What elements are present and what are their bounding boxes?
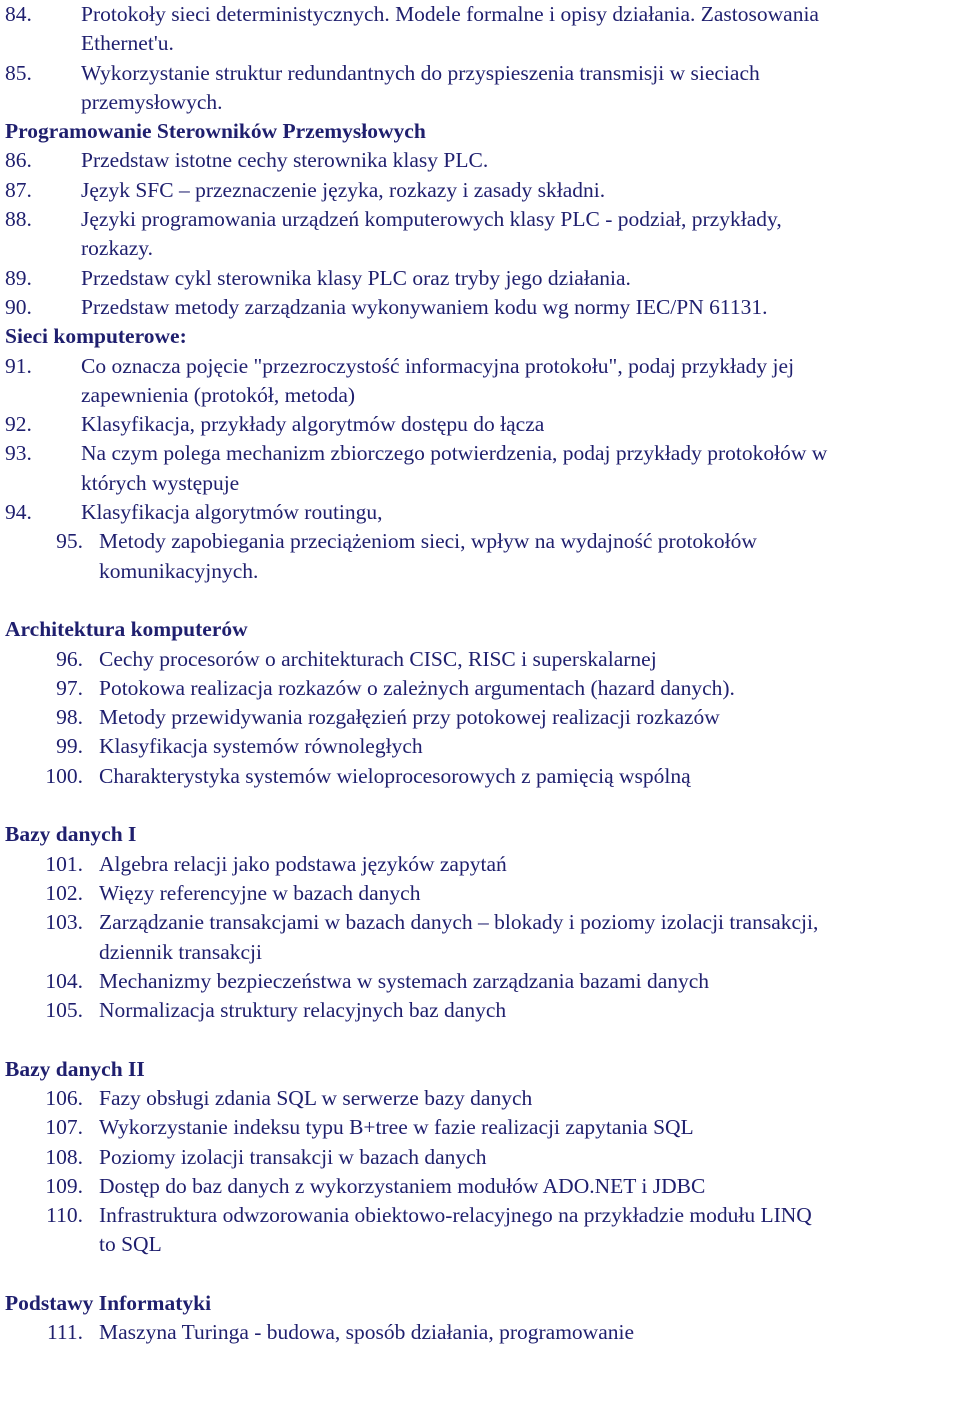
question-text: Protokoły sieci deterministycznych. Modele formalne i opisy działania. Zastosowania bbox=[81, 2, 819, 26]
question-item bbox=[0, 967, 960, 996]
question-text: Na czym polega mechanizm zbiorczego potwierdzenia, podaj przykłady protokołów w bbox=[81, 441, 828, 466]
question-item-continuation bbox=[0, 557, 960, 586]
question-text: Algebra relacji jako podstawa języków zapytań bbox=[99, 851, 507, 876]
question-text: Klasyfikacja, przykłady algorytmów dostępu do łącza bbox=[81, 412, 545, 437]
question-text: Maszyna Turinga - budowa, sposób działania, programowanie bbox=[99, 1320, 635, 1345]
section-spacer bbox=[0, 791, 960, 820]
question-item-continuation bbox=[0, 938, 960, 967]
question-number: 98. bbox=[56, 705, 83, 730]
question-text: to SQL bbox=[99, 1232, 162, 1257]
question-item bbox=[0, 176, 960, 205]
question-number: 93. bbox=[5, 441, 32, 466]
question-text: Fazy obsługi zdania SQL w serwerze bazy danych bbox=[99, 1085, 533, 1110]
section-heading: Architektura komputerów bbox=[5, 617, 248, 642]
question-item bbox=[0, 264, 960, 293]
question-text: Infrastruktura odwzorowania obiektowo-relacyjnego na przykładzie modułu LINQ bbox=[99, 1203, 812, 1228]
question-number: 103. bbox=[45, 910, 83, 935]
question-item-continuation bbox=[0, 29, 960, 58]
question-number: 92. bbox=[5, 412, 32, 437]
question-text: Wykorzystanie indeksu typu B+tree w fazie realizacji zapytania SQL bbox=[99, 1115, 694, 1140]
question-number: 109. bbox=[45, 1173, 83, 1198]
question-text: Klasyfikacja systemów równoległych bbox=[99, 734, 423, 759]
question-text: Języki programowania urządzeń komputerowych klasy PLC - podział, przykłady, bbox=[81, 207, 782, 232]
question-text: Potokowa realizacja rozkazów o zależnych argumentach (hazard danych). bbox=[99, 675, 735, 700]
question-number: 95. bbox=[56, 529, 83, 554]
question-item bbox=[0, 146, 960, 175]
question-text: zapewnienia (protokół, metoda) bbox=[81, 382, 356, 407]
question-item bbox=[0, 498, 960, 527]
question-text: Język SFC – przeznaczenie języka, rozkazy i zasady składni. bbox=[81, 177, 606, 202]
question-number: 102. bbox=[45, 880, 83, 905]
question-item bbox=[0, 879, 960, 908]
question-text: których występuje bbox=[81, 470, 240, 495]
question-item-continuation bbox=[0, 1230, 960, 1259]
question-text: Charakterystyka systemów wieloprocesorowych z pamięcią wspólną bbox=[99, 763, 691, 788]
question-text: Więzy referencyjne w bazach danych bbox=[99, 880, 421, 905]
section-heading: Bazy danych II bbox=[5, 1056, 145, 1081]
question-number: 105. bbox=[45, 998, 83, 1023]
question-item bbox=[0, 1201, 960, 1230]
section-spacer bbox=[0, 1260, 960, 1289]
question-item bbox=[0, 293, 960, 322]
question-number: 84. bbox=[5, 2, 32, 26]
question-number: 108. bbox=[45, 1144, 83, 1169]
question-number: 91. bbox=[5, 353, 32, 378]
question-text: Dostęp do baz danych z wykorzystaniem modułów ADO.NET i JDBC bbox=[99, 1173, 706, 1198]
question-text: dziennik transakcji bbox=[99, 939, 262, 964]
question-text: Co oznacza pojęcie "przezroczystość informacyjna protokołu", podaj przykłady jej bbox=[81, 353, 795, 378]
section-heading: Podstawy Informatyki bbox=[5, 1291, 212, 1316]
question-text: rozkazy. bbox=[81, 236, 154, 261]
question-item bbox=[0, 410, 960, 439]
question-item bbox=[0, 527, 960, 556]
question-item bbox=[0, 645, 960, 674]
question-number: 96. bbox=[56, 646, 83, 671]
question-item bbox=[0, 674, 960, 703]
question-number: 89. bbox=[5, 265, 32, 290]
question-text: Metody przewidywania rozgałęzień przy potokowej realizacji rozkazów bbox=[99, 705, 720, 730]
question-number: 104. bbox=[45, 968, 83, 993]
question-item bbox=[0, 732, 960, 761]
question-text: Wykorzystanie struktur redundantnych do przyspieszenia transmisji w sieciach bbox=[81, 60, 760, 85]
question-item bbox=[0, 439, 960, 468]
question-text: Klasyfikacja algorytmów routingu, bbox=[81, 500, 383, 525]
question-item bbox=[0, 1143, 960, 1172]
question-number: 87. bbox=[5, 177, 32, 202]
question-item bbox=[0, 1318, 960, 1347]
question-item-continuation bbox=[0, 234, 960, 263]
question-text: przemysłowych. bbox=[81, 89, 223, 114]
question-text: Poziomy izolacji transakcji w bazach danych bbox=[99, 1144, 487, 1169]
question-item bbox=[0, 1084, 960, 1113]
question-number: 97. bbox=[56, 675, 83, 700]
question-number: 111. bbox=[46, 1320, 83, 1345]
question-item bbox=[0, 1172, 960, 1201]
question-number: 101. bbox=[45, 851, 83, 876]
question-number: 88. bbox=[5, 207, 32, 232]
question-text: Metody zapobiegania przeciążeniom sieci, wpływ na wydajność protokołów bbox=[99, 529, 757, 554]
question-number: 110. bbox=[46, 1203, 83, 1228]
question-number: 106. bbox=[45, 1085, 83, 1110]
question-item bbox=[0, 205, 960, 234]
question-item bbox=[0, 1113, 960, 1142]
question-item bbox=[0, 352, 960, 381]
question-number: 86. bbox=[5, 148, 32, 173]
question-item bbox=[0, 996, 960, 1025]
question-item bbox=[0, 703, 960, 732]
question-text: Przedstaw istotne cechy sterownika klasy PLC. bbox=[81, 148, 489, 173]
question-number: 90. bbox=[5, 294, 32, 319]
section-heading: Sieci komputerowe: bbox=[5, 324, 187, 349]
question-item bbox=[0, 0, 960, 29]
section-spacer bbox=[0, 1025, 960, 1054]
question-text: Mechanizmy bezpieczeństwa w systemach zarządzania bazami danych bbox=[99, 968, 710, 993]
question-item bbox=[0, 908, 960, 937]
question-item-continuation bbox=[0, 469, 960, 498]
question-number: 100. bbox=[45, 763, 83, 788]
question-item-continuation bbox=[0, 88, 960, 117]
section-heading: Bazy danych I bbox=[5, 822, 137, 847]
question-item bbox=[0, 850, 960, 879]
question-text: Normalizacja struktury relacyjnych baz danych bbox=[99, 998, 507, 1023]
question-text: Cechy procesorów o architekturach CISC, RISC i superskalarnej bbox=[99, 646, 657, 671]
question-text: Zarządzanie transakcjami w bazach danych – blokady i poziomy izolacji transakcji, bbox=[99, 910, 819, 935]
question-number: 85. bbox=[5, 60, 32, 85]
question-number: 94. bbox=[5, 500, 32, 525]
question-item-continuation bbox=[0, 381, 960, 410]
question-text: komunikacyjnych. bbox=[99, 558, 259, 583]
question-text: Ethernet'u. bbox=[81, 31, 174, 56]
section-spacer bbox=[0, 586, 960, 615]
section-heading: Programowanie Sterowników Przemysłowych bbox=[5, 119, 426, 144]
question-number: 107. bbox=[45, 1115, 83, 1140]
question-text: Przedstaw metody zarządzania wykonywaniem kodu wg normy IEC/PN 61131. bbox=[81, 294, 768, 319]
question-item bbox=[0, 59, 960, 88]
question-text: Przedstaw cykl sterownika klasy PLC oraz tryby jego działania. bbox=[81, 265, 631, 290]
question-number: 99. bbox=[56, 734, 83, 759]
question-item bbox=[0, 762, 960, 791]
